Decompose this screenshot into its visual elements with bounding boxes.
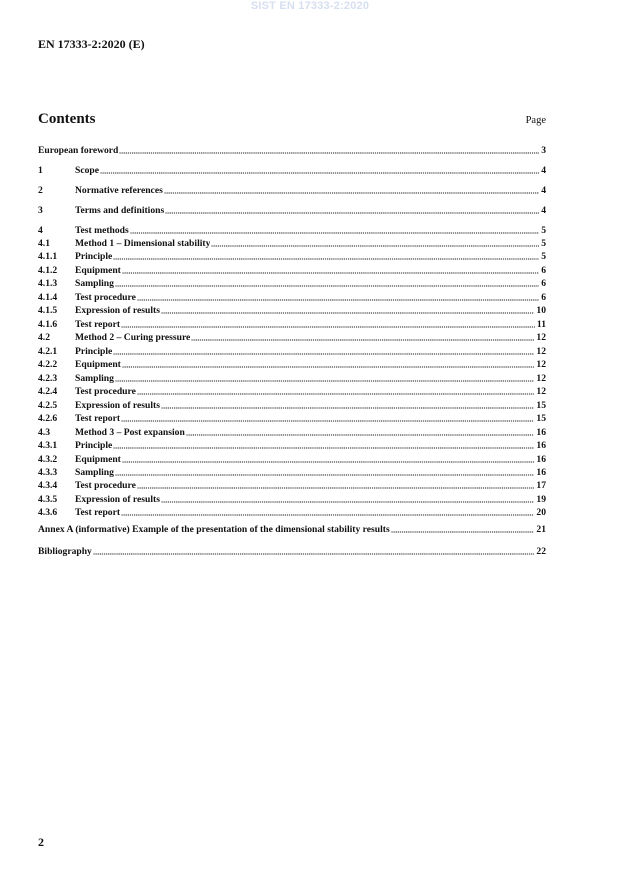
toc-entry-number: 4.3.5 [38,494,58,505]
toc-entry-number: 4.1.2 [38,265,58,276]
dot-leader [121,412,534,422]
toc-entry-page: 20 [536,507,546,518]
toc-entry-page: 4 [541,165,546,176]
toc-entry-page: 16 [536,467,546,478]
toc-entry-title: Test report [75,507,121,518]
toc-entry-page: 12 [536,346,546,357]
toc-entry-page: 11 [536,319,546,330]
toc-entry-title: Test report [75,413,121,424]
toc-entry-title: Equipment [75,359,121,370]
toc-entry-title: Principle [75,440,113,451]
toc-entry-page: 15 [536,413,546,424]
dot-leader [165,204,539,214]
toc-entry-page: 16 [536,440,546,451]
toc-entry[interactable] [38,453,546,466]
toc-entry[interactable] [38,277,546,290]
dot-leader [115,372,534,382]
toc-entry-number: 4.2.1 [38,346,58,357]
toc-entry-title: Method 1 – Dimensional stability [75,238,211,249]
toc-entry-title: Test methods [75,225,129,236]
dot-leader [100,164,539,174]
toc-entry-title: Expression of results [75,400,160,411]
dot-leader [186,426,535,436]
toc-entry-number: 4.3.6 [38,507,58,518]
toc-entry-title: Principle [75,346,113,357]
dot-leader [137,291,539,301]
toc-entry-title: Expression of results [75,305,160,316]
toc-entry-page: 4 [541,185,546,196]
toc-entry-title: Terms and definitions [75,205,165,216]
dot-leader [161,304,534,314]
dot-leader [122,264,539,274]
toc-entry[interactable] [38,412,546,425]
toc-entry-number: 4.1.4 [38,292,58,303]
toc-entry-page: 10 [536,305,546,316]
contents-title: Contents [38,111,96,127]
toc-entry-page: 21 [536,524,546,535]
toc-entry[interactable] [38,237,546,250]
toc-entry[interactable] [38,439,546,452]
document-id: EN 17333-2:2020 (E) [38,37,145,51]
toc-entry-title: Sampling [75,373,114,384]
dot-leader [137,479,535,489]
toc-entry[interactable] [38,426,546,439]
toc-entry[interactable] [38,385,546,398]
toc-entry-title: Method 2 – Curing pressure [75,332,191,343]
toc-entry-title: European foreword [38,145,119,156]
toc-entry-page: 17 [536,480,546,491]
toc-entry-title: Principle [75,251,113,262]
toc-entry[interactable] [38,164,546,177]
dot-leader [130,224,539,234]
toc-entry[interactable] [38,466,546,479]
toc-entry-title: Method 3 – Post expansion [75,427,185,438]
toc-entry[interactable] [38,250,546,263]
toc-entry[interactable] [38,399,546,412]
toc-entry-page: 6 [541,278,546,289]
toc-entry-title: Sampling [75,278,114,289]
toc-entry-page: 16 [536,427,546,438]
toc-entry-title: Test procedure [75,480,136,491]
toc-entry[interactable] [38,493,546,506]
toc-entry-title: Test procedure [75,292,136,303]
toc-entry-number: 4.3.2 [38,454,58,465]
toc-entry-title: Normative references [75,185,163,196]
dot-leader [93,545,535,555]
toc-entry-number: 2 [38,185,43,196]
toc-entry-number: 3 [38,205,43,216]
toc-entry-page: 12 [536,359,546,370]
page-column-label: Page [525,115,546,126]
toc-entry[interactable] [38,545,546,558]
dot-leader [121,506,534,516]
toc-entry[interactable] [38,345,546,358]
toc-entry[interactable] [38,479,546,492]
dot-leader [113,250,539,260]
toc-entry[interactable] [38,184,546,197]
dot-leader [115,466,534,476]
toc-entry-page: 22 [536,546,546,557]
dot-leader [211,237,539,247]
toc-entry-page: 12 [536,373,546,384]
dot-leader [121,318,535,328]
toc-entry-page: 4 [541,205,546,216]
watermark: SIST EN 17333-2:2020 [250,0,370,12]
dot-leader [161,493,534,503]
dot-leader [137,385,535,395]
dot-leader [164,184,539,194]
dot-leader [122,358,535,368]
toc-entry[interactable] [38,304,546,317]
toc-entry-number: 4.3.3 [38,467,58,478]
toc-entry-number: 4.2 [38,332,50,343]
toc-entry-number: 4.3.4 [38,480,58,491]
toc-entry-page: 15 [536,400,546,411]
toc-entry-title: Equipment [75,454,121,465]
toc-entry-title: Test procedure [75,386,136,397]
dot-leader [391,523,535,533]
toc-entry[interactable] [38,372,546,385]
toc-entry-title: Scope [75,165,99,176]
toc-entry-number: 4.1.5 [38,305,58,316]
toc-entry-number: 4.1.1 [38,251,58,262]
toc-entry-number: 4.2.2 [38,359,58,370]
toc-entry[interactable] [38,144,546,157]
toc-entry[interactable] [38,331,546,344]
toc-entry-number: 4.2.4 [38,386,58,397]
toc-entry-number: 4.1 [38,238,50,249]
toc-entry[interactable] [38,264,546,277]
toc-entry-page: 3 [541,145,546,156]
toc-entry-number: 4.3 [38,427,50,438]
toc-entry-page: 5 [541,238,546,249]
dot-leader [113,345,534,355]
toc-entry-number: 4.1.3 [38,278,58,289]
dot-leader [161,399,534,409]
toc-entry[interactable] [38,358,546,371]
dot-leader [115,277,539,287]
toc-entry-number: 4.2.5 [38,400,58,411]
toc-entry-page: 5 [541,251,546,262]
toc-entry[interactable] [38,204,546,217]
dot-leader [191,331,534,341]
toc-entry-title: Annex A (informative) Example of the presentation of the dimensional stability results [38,524,390,535]
toc-entry[interactable] [38,291,546,304]
toc-entry-number: 1 [38,165,43,176]
toc-entry-number: 4 [38,225,43,236]
dot-leader [119,144,539,154]
toc-entry-title: Equipment [75,265,121,276]
toc-entry-page: 5 [541,225,546,236]
toc-entry[interactable] [38,523,546,536]
dot-leader [122,453,535,463]
toc-entry-number: 4.2.6 [38,413,58,424]
toc-entry-title: Bibliography [38,546,92,557]
toc-entry-page: 19 [536,494,546,505]
toc-entry-title: Test report [75,319,121,330]
toc-entry-page: 6 [541,292,546,303]
page-number: 2 [38,835,44,849]
toc-entry-page: 6 [541,265,546,276]
toc-entry-number: 4.2.3 [38,373,58,384]
dot-leader [113,439,534,449]
toc-entry-number: 4.3.1 [38,440,58,451]
toc-entry-title: Sampling [75,467,114,478]
toc-entry-number: 4.1.6 [38,319,58,330]
toc-entry-page: 12 [536,332,546,343]
toc-entry-page: 16 [536,454,546,465]
toc-entry[interactable] [38,318,546,331]
toc-entry[interactable] [38,224,546,237]
toc-entry[interactable] [38,506,546,519]
toc-entry-title: Expression of results [75,494,160,505]
toc-entry-page: 12 [536,386,546,397]
